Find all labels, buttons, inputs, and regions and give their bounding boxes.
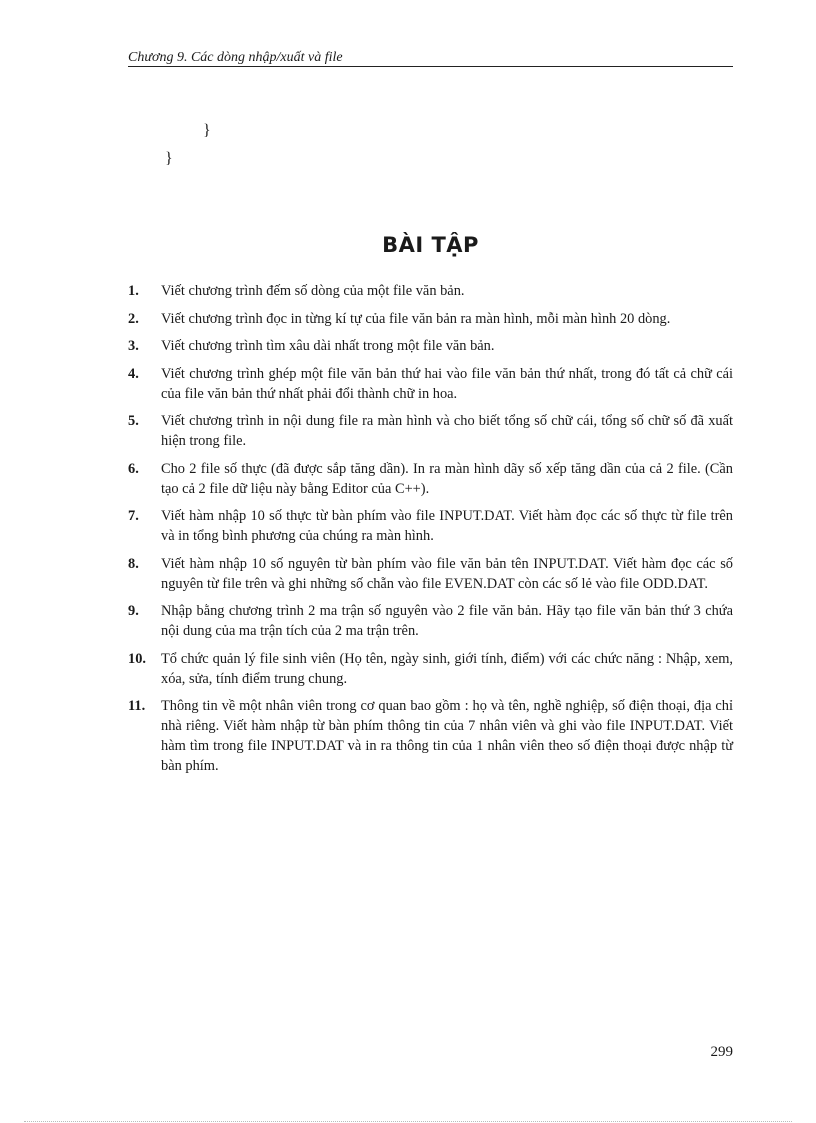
exercise-item xyxy=(128,506,733,546)
exercise-number: 10. xyxy=(128,650,146,667)
exercise-number: 1. xyxy=(128,283,139,299)
exercise-number: 8. xyxy=(128,555,139,572)
exercise-number: 9. xyxy=(128,603,139,619)
running-header xyxy=(128,48,733,67)
exercise-text: Viết chương trình đọc in từng kí tự của file văn bản ra màn hình, mỗi màn hình 20 dòng. xyxy=(161,310,671,327)
exercise-text: Viết hàm nhập 10 số nguyên từ bàn phím vào file văn bản tên INPUT.DAT. Viết hàm đọc các số nguyên từ file trên và ghi những số chẵn vào file EVEN.DAT còn các số lẻ vào file ODD.DAT. xyxy=(161,555,733,592)
page-number: 299 xyxy=(710,1044,733,1060)
chapter-title: Chương 9. Các dòng nhập/xuất và file xyxy=(128,50,343,65)
section-title: BÀI TẬP xyxy=(382,233,479,257)
exercise-text: Cho 2 file số thực (đã được sắp tăng dần). In ra màn hình dãy số xếp tăng dần của cả 2 file. (Cần tạo cả 2 file dữ liệu này bằng Editor của C++). xyxy=(161,460,733,497)
page-bottom-divider xyxy=(24,1121,792,1122)
exercise-text: Viết chương trình ghép một file văn bản thứ hai vào file văn bản thứ nhất, trong đó tất cả chữ cái của file văn bản thứ nhất phải đổi thành chữ in hoa. xyxy=(161,365,733,402)
exercise-text: Tổ chức quản lý file sinh viên (Họ tên, ngày sinh, giới tính, điểm) với các chức năng : Nhập, xem, xóa, sửa, tính điểm trung chung. xyxy=(161,650,733,687)
exercise-number: 3. xyxy=(128,338,139,354)
exercise-number: 2. xyxy=(128,310,139,327)
exercise-number: 6. xyxy=(128,460,139,477)
exercise-item xyxy=(128,696,733,776)
exercise-item xyxy=(128,309,733,329)
exercise-text: Viết chương trình đếm số dòng của một file văn bản. xyxy=(161,283,465,299)
exercise-text: Thông tin về một nhân viên trong cơ quan bao gồm : họ và tên, nghề nghiệp, số điện thoại, địa chỉ nhà riêng. Viết hàm nhập từ bàn phím thông tin của 7 nhân viên và ghi vào file INPUT.DAT. Viết hàm tìm trong file INPUT.DAT và in ra thông tin của 1 nhân viên theo số điện thoại được nhập từ bàn phím. xyxy=(161,698,733,774)
code-closing-brace-inner: } xyxy=(203,122,211,139)
exercise-text: Nhập bằng chương trình 2 ma trận số nguyên vào 2 file văn bản. Hãy tạo file văn bản thứ 3 chứa nội dung của ma trận tích của 2 ma trận trên. xyxy=(161,603,733,639)
exercise-item xyxy=(128,364,733,404)
exercise-item xyxy=(128,649,733,689)
exercise-item xyxy=(128,411,733,451)
exercise-text: Viết chương trình in nội dung file ra màn hình và cho biết tổng số chữ cái, tổng số chữ số đã xuất hiện trong file. xyxy=(161,413,733,449)
exercise-number: 7. xyxy=(128,508,139,524)
code-closing-brace-outer: } xyxy=(165,150,173,167)
exercise-text: Viết chương trình tìm xâu dài nhất trong một file văn bản. xyxy=(161,338,495,354)
exercise-number: 5. xyxy=(128,413,139,429)
exercise-item xyxy=(128,459,733,499)
exercise-item xyxy=(128,554,733,594)
exercise-text: Viết hàm nhập 10 số thực từ bàn phím vào file INPUT.DAT. Viết hàm đọc các số thực từ file trên và in tổng bình phương của chúng ra màn hình. xyxy=(161,508,733,544)
exercise-item xyxy=(128,336,733,356)
exercise-list xyxy=(128,281,733,784)
exercise-item xyxy=(128,601,733,641)
exercise-number: 11. xyxy=(128,698,146,714)
exercise-number: 4. xyxy=(128,365,139,382)
exercise-item xyxy=(128,281,733,301)
